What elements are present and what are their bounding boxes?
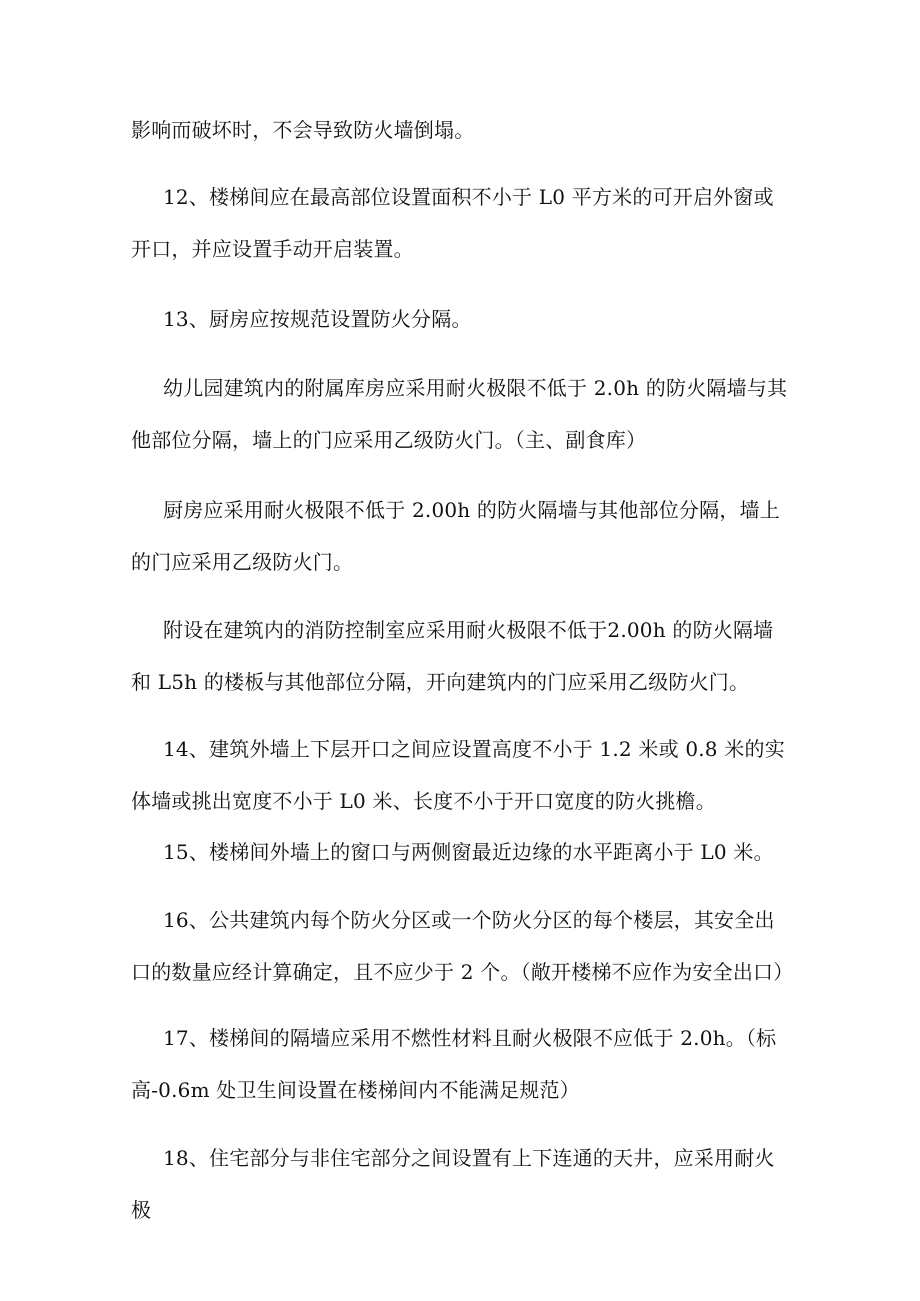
paragraph-item-16: 16、公共建筑内每个防火分区或一个防火分区的每个楼层，其安全出口的数量应经计算确定，且不应少于 2 个。（敞开楼梯不应作为安全出口） [131,908,794,984]
paragraph-item-15: 15、楼梯间外墙上的窗口与两侧窗最近边缘的水平距离小于 L0 米。 [163,840,774,864]
paragraph-kitchen: 厨房应采用耐火极限不低于 2.00h 的防火隔墙与其他部位分隔，墙上的门应采用乙级防火门。 [131,498,780,574]
paragraph-fire-control-room: 附设在建筑内的消防控制室应采用耐火极限不低于2.00h 的防火隔墙和 L5h 的楼板与其他部位分隔，开向建筑内的门应采用乙级防火门。 [131,618,774,694]
paragraph-item-14: 14、建筑外墙上下层开口之间应设置高度不小于 1.2 米或 0.8 米的实体墙或挑出宽度不小于 L0 米、长度不小于开口宽度的防火挑檐。 [131,737,785,813]
paragraph-continuation: 影响而破坏时，不会导致防火墙倒塌。 [131,118,475,142]
paragraph-item-13: 13、厨房应按规范设置防火分隔。 [163,307,472,331]
paragraph-item-17: 17、楼梯间的隔墙应采用不燃性材料且耐火极限不应低于 2.0h。（标高-0.6m 处卫生间设置在楼梯间内不能满足规范） [131,1026,777,1102]
paragraph-item-12: 12、楼梯间应在最高部位设置面积不小于 L0 平方米的可开启外窗或开口，并应设置手动开启装置。 [131,185,774,261]
paragraph-kindergarten-storage: 幼儿园建筑内的附属库房应采用耐火极限不低于 2.0h 的防火隔墙与其他部位分隔，墙上的门应采用乙级防火门。（主、副食库） [131,376,788,452]
paragraph-item-18: 18、住宅部分与非住宅部分之间设置有上下连通的天井，应采用耐火极 [131,1146,775,1222]
